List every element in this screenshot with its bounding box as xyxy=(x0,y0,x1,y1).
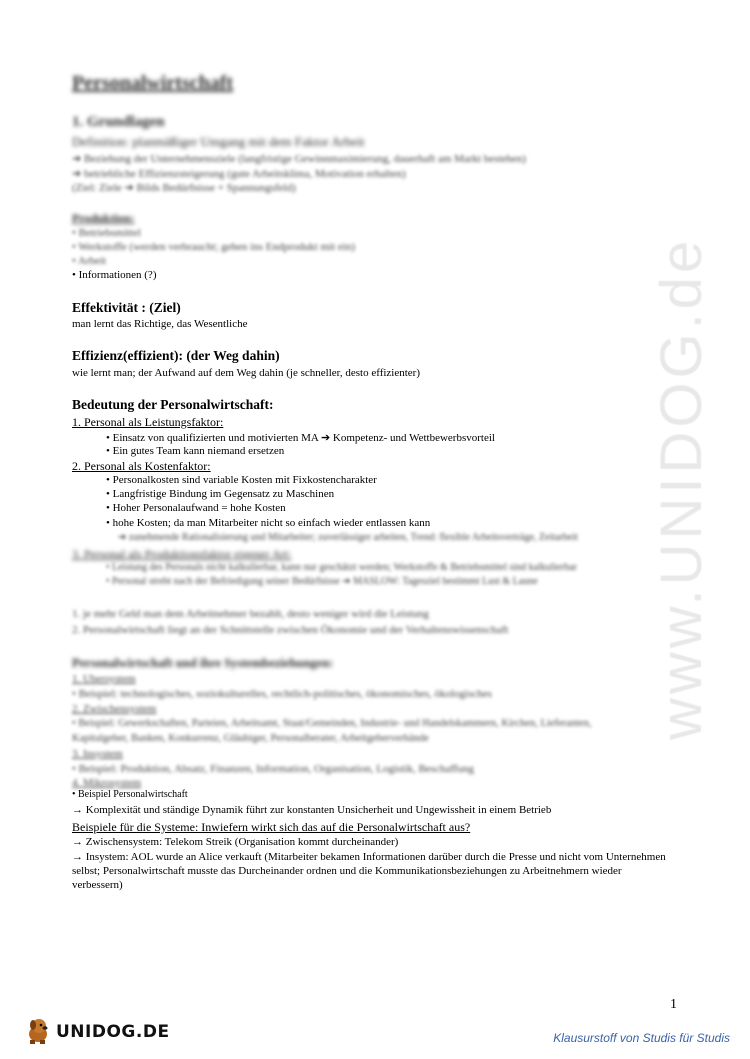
effektivitaet-text: man lernt das Richtige, das Wesentliche xyxy=(72,318,248,330)
system-2-example-b: Kapitalgeber, Banken, Konkurrenz, Gläubiger, Personalberater, Arbeitgeberverbände xyxy=(72,733,429,744)
bedeutung-2-bullet-d: • hohe Kosten; da man Mitarbeiter nicht so einfach wieder entlassen kann xyxy=(106,517,431,529)
produktion-heading: Produktion: xyxy=(72,211,135,225)
bedeutung-2-bullet-c: • Hoher Personalaufwand = hohe Kosten xyxy=(106,502,286,514)
doc-title: Personalwirtschaft xyxy=(72,72,234,94)
bedeutung-point-2: 2. Personal als Kostenfaktor: xyxy=(72,459,211,473)
system-3-label: 3. Insystem xyxy=(72,748,123,760)
system-1-label: 1. Ubersystem xyxy=(72,673,136,685)
grundlagen-bullet-2: ➔ betriebliche Effizienzsteigerung (gute Arbeitsklima, Motivation erhalten) xyxy=(72,168,406,180)
grundlagen-bullet-3: (Ziel: Ziele ➔ Bilds Bedürfnisse + Spannungsfeld) xyxy=(72,182,296,194)
system-2-example-a: • Beispiel: Gewerkschaften, Parteien, Arbeitsamt, Staat/Gemeinden, Industrie- und Handelskammern, Kirchen, Lieferanten, xyxy=(72,718,592,729)
page-number: 1 xyxy=(670,997,677,1012)
produktion-item-3: • Arbeit xyxy=(72,255,107,267)
produktion-item-4: • Informationen (?) xyxy=(72,269,157,281)
dog-icon xyxy=(24,1016,54,1046)
systeme-question: Beispiele für die Systeme: Inwiefern wirkt sich das auf die Personalwirtschaft aus? xyxy=(72,820,471,834)
system-3-example: • Beispiel: Produktion, Absatz, Finanzen, Information, Organisation, Logistik, Beschaffung xyxy=(72,763,474,775)
bedeutung-2-arrow: ➔ zunehmende Rationalisierung und Mitarbeiter; zuverlässiger arbeiten, Trend: flexible Arbeitsverträge, Zeitarbeit xyxy=(118,532,578,543)
note-1: 1. je mehr Geld man dem Arbeitnehmer bezahlt, desto weniger wird die Leistung xyxy=(72,608,429,620)
unidog-logo[interactable] xyxy=(24,1012,204,1052)
section-heading-grundlagen: 1. Grundlagen xyxy=(72,114,165,130)
system-4-label: 4. Mikrosystem xyxy=(72,777,142,789)
produktion-item-2: • Werkstoffe (werden verbraucht; gehen ins Endprodukt mit ein) xyxy=(72,241,355,253)
footer-tagline: Klausurstoff von Studis für Studis xyxy=(553,1031,730,1045)
grundlagen-bullet-1: ➔ Beziehung der Unternehmensziele (langfristige Gewinnmaximierung, dauerhaft am Markt bestehen) xyxy=(72,153,526,165)
system-1-example: • Beispiel: technologisches, soziokulturelles, rechtlich-politisches, ökonomisches, ökologisches xyxy=(72,688,492,700)
note-2: 2. Personalwirtschaft liegt an der Schnittstelle zwischen Ökonomie und der Verhaltenswissenschaft xyxy=(72,624,509,636)
bedeutung-3-bullet-a: • Leistung des Personals nicht kalkulierbar, kann nur geschätzt werden; Werkstoffe & Betriebsmittel sind kalkulierbar xyxy=(106,562,577,573)
bedeutung-2-bullet-a: • Personalkosten sind variable Kosten mit Fixkostencharakter xyxy=(106,474,377,486)
produktion-item-1: • Betriebsmittel xyxy=(72,227,141,239)
bedeutung-point-1: 1. Personal als Leistungsfaktor: xyxy=(72,415,224,429)
logo-text: UNIDOG.DE xyxy=(56,1022,170,1042)
bedeutung-2-bullet-b: • Langfristige Bindung im Gegensatz zu Maschinen xyxy=(106,488,335,500)
effizienz-heading: Effizienz(effizient): (der Weg dahin) xyxy=(72,348,280,363)
systeme-arrow-zwischensystem: → Zwischensystem: Telekom Streik (Organisation kommt durcheinander) xyxy=(72,836,399,848)
definition-line: Definition: planmäßiger Umgang mit dem Faktor Arbeit xyxy=(72,134,365,149)
bedeutung-3-bullet-b: • Personal strebt nach der Befriedigung seiner Bedürfnisse ➔ MASLOW: Tagesziel bestimmt Lust & Laune xyxy=(106,576,538,587)
bedeutung-1-bullet-a: • Einsatz von qualifizierten und motivierten MA ➔ Kompetenz- und Wettbewerbsvorteil xyxy=(106,432,495,444)
bedeutung-1-bullet-b: • Ein gutes Team kann niemand ersetzen xyxy=(106,445,285,457)
effektivitaet-heading: Effektivität : (Ziel) xyxy=(72,300,181,315)
bedeutung-heading: Bedeutung der Personalwirtschaft: xyxy=(72,397,274,412)
systeme-arrow-komplexitaet: → Komplexität und ständige Dynamik führt zur konstanten Unsicherheit und Ungewissheit in einem Betrieb xyxy=(72,804,552,816)
watermark: www.UNIDOG.de xyxy=(649,236,714,740)
systeme-arrow-insystem: → Insystem: AOL wurde an Alice verkauft (Mitarbeiter bekamen Informationen darüber durch die Presse und nicht vom Unternehmen selbst; Personalwirtschaft musste das Durcheinander ordnen und die Kommunikationsbeziehungen zu Arbeitnehmern wieder verbessern) xyxy=(72,851,666,891)
systembeziehungen-heading: Personalwirtschaft und ihre Systembeziehungen: xyxy=(72,656,334,670)
bedeutung-point-3: 3. Personal als Produktionsfaktor eigener Art: xyxy=(72,547,292,561)
effizienz-text: wie lernt man; der Aufwand auf dem Weg dahin (je schneller, desto effizienter) xyxy=(72,367,420,379)
system-2-label: 2. Zwischensystem xyxy=(72,703,157,715)
system-4-example: • Beispiel Personalwirtschaft xyxy=(72,789,188,800)
